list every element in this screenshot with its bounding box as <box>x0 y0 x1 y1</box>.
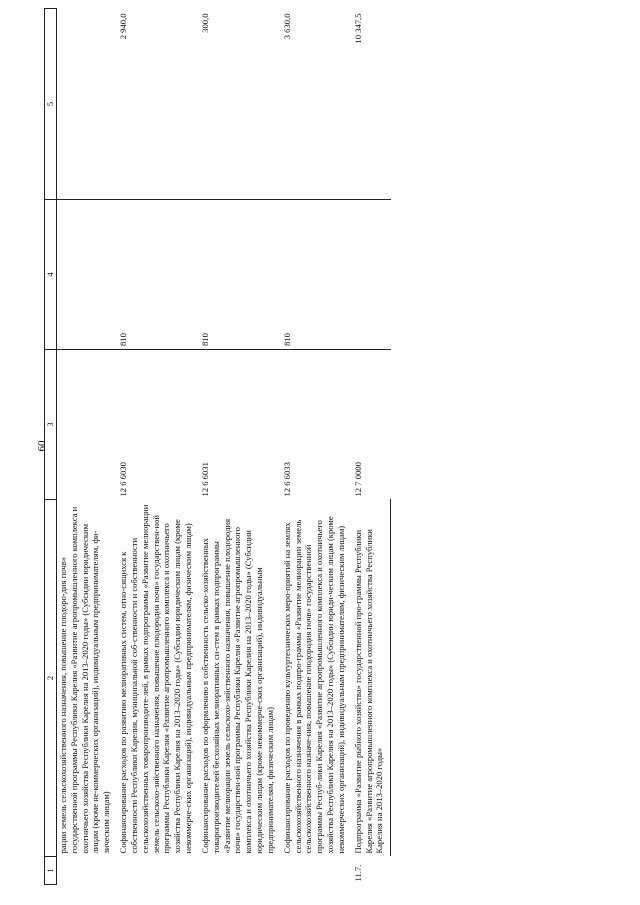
table-row <box>352 9 391 885</box>
row-code: 12 6 6030 <box>117 350 199 500</box>
row-amount: 3 630,0 <box>281 13 292 40</box>
row-amount: 300,0 <box>199 13 210 33</box>
column-number: 3 <box>45 350 57 500</box>
column-number: 5 <box>45 9 57 200</box>
row-type <box>352 200 391 350</box>
row-amount <box>57 9 118 200</box>
row-description: Софинансирование расходов по проведению культуртехнических меро-приятий на землях сельскохозяйственного назначения в рамках подпро-граммы «Развитие мелиорации земель сельскохозяйственного назначе-ния, повышение плодородия почв» государственной программы Респуб-лики Карелия «Развитие агропромышленного комплекса и охотничьего хозяйства Республики Карелия на 2013–2020 годы» (Субсидии юриди-ческим лицам (кроме некоммерческих организаций), индивидуальным предпринимателям, физическим лицам) <box>281 516 346 854</box>
column-number-header-row <box>45 9 57 885</box>
row-description: рации земель сельскохозяйственного назначения, повышение плодоро-дия почв» государственной программы Республики Карелия «Развитие агропромышленного комплекса и охотничьего хозяйства Республики Карелия на 2013–2020 годы» (Субсидии юридическим лицам (кроме не-коммерческих организаций), индивидуальным предпринимателям, фи-зическим лицам) <box>58 506 112 854</box>
table-row <box>57 9 118 885</box>
row-type <box>57 200 118 350</box>
table-row <box>199 9 281 885</box>
row-amount: 10 347,5 <box>352 13 363 44</box>
rotated-table-region <box>30 0 610 905</box>
budget-table <box>44 8 391 885</box>
row-type: 810 <box>199 200 281 350</box>
row-type: 810 <box>281 200 352 350</box>
row-code: 12 6 6031 <box>199 350 281 500</box>
row-type: 810 <box>117 200 199 350</box>
row-description: Софинансирование расходов по оформлению в собственность сельско-хозяйственных товаропроизводителей бесхозяйных мелиоративных си-стем в рамках подпрограммы «Развитие мелиорации земель сельскохо-зяйственного назначения, повышение плодородия почв» государствен-ной программы Республики Карелия «Развитие агропромышленного комплекса и охотничьего хозяйства Республики Карелия на 2013–2020 годы» (Субсидии юридическим лицам (кроме некоммерче-ских организаций), индивидуальным предпринимателям, физическим лицам) <box>199 518 275 854</box>
row-code <box>57 350 118 500</box>
row-amount: 2 940,0 <box>118 13 129 40</box>
row-number: 11.7. <box>352 864 363 882</box>
row-number <box>57 857 118 885</box>
column-number: 4 <box>45 200 57 350</box>
column-number: 2 <box>45 500 57 857</box>
page-number: 60 <box>36 440 48 452</box>
row-number <box>281 857 352 885</box>
table-row <box>281 9 352 885</box>
column-number: 1 <box>45 857 57 885</box>
row-description: Подпрограмма «Развитие рыбного хозяйства» государственной про-граммы Республики Карелия «Развитие агропромышленного комплекса и охотничьего хозяйства Республики Карелия на 2013–2020 годы» <box>352 500 391 857</box>
row-number <box>117 857 199 885</box>
row-number <box>199 857 281 885</box>
row-description: Софинансирование расходов по развитию мелиоративных систем, отно-сящихся к собственности Республики Карелия, муниципальной соб-ственности и собственности сельскохозяйственных товаропроизводите-лей, в рамках подпрограммы «Развитие мелиорации земель сельскохо-зяйственного назначения, повышение плодородия почв» государствен-ной программы Республики Карелия «Развитие агропромышленного комплекса и охотничьего хозяйства Республики Карелия на 2013–2020 годы» (Субсидии юридическим лицам (кроме некоммерче-ских организаций), индивидуальным предпринимателям, физическим лицам) <box>118 504 194 854</box>
row-code: 12 7 0000 <box>352 350 391 500</box>
row-code: 12 6 6033 <box>281 350 352 500</box>
table-row <box>117 9 199 885</box>
